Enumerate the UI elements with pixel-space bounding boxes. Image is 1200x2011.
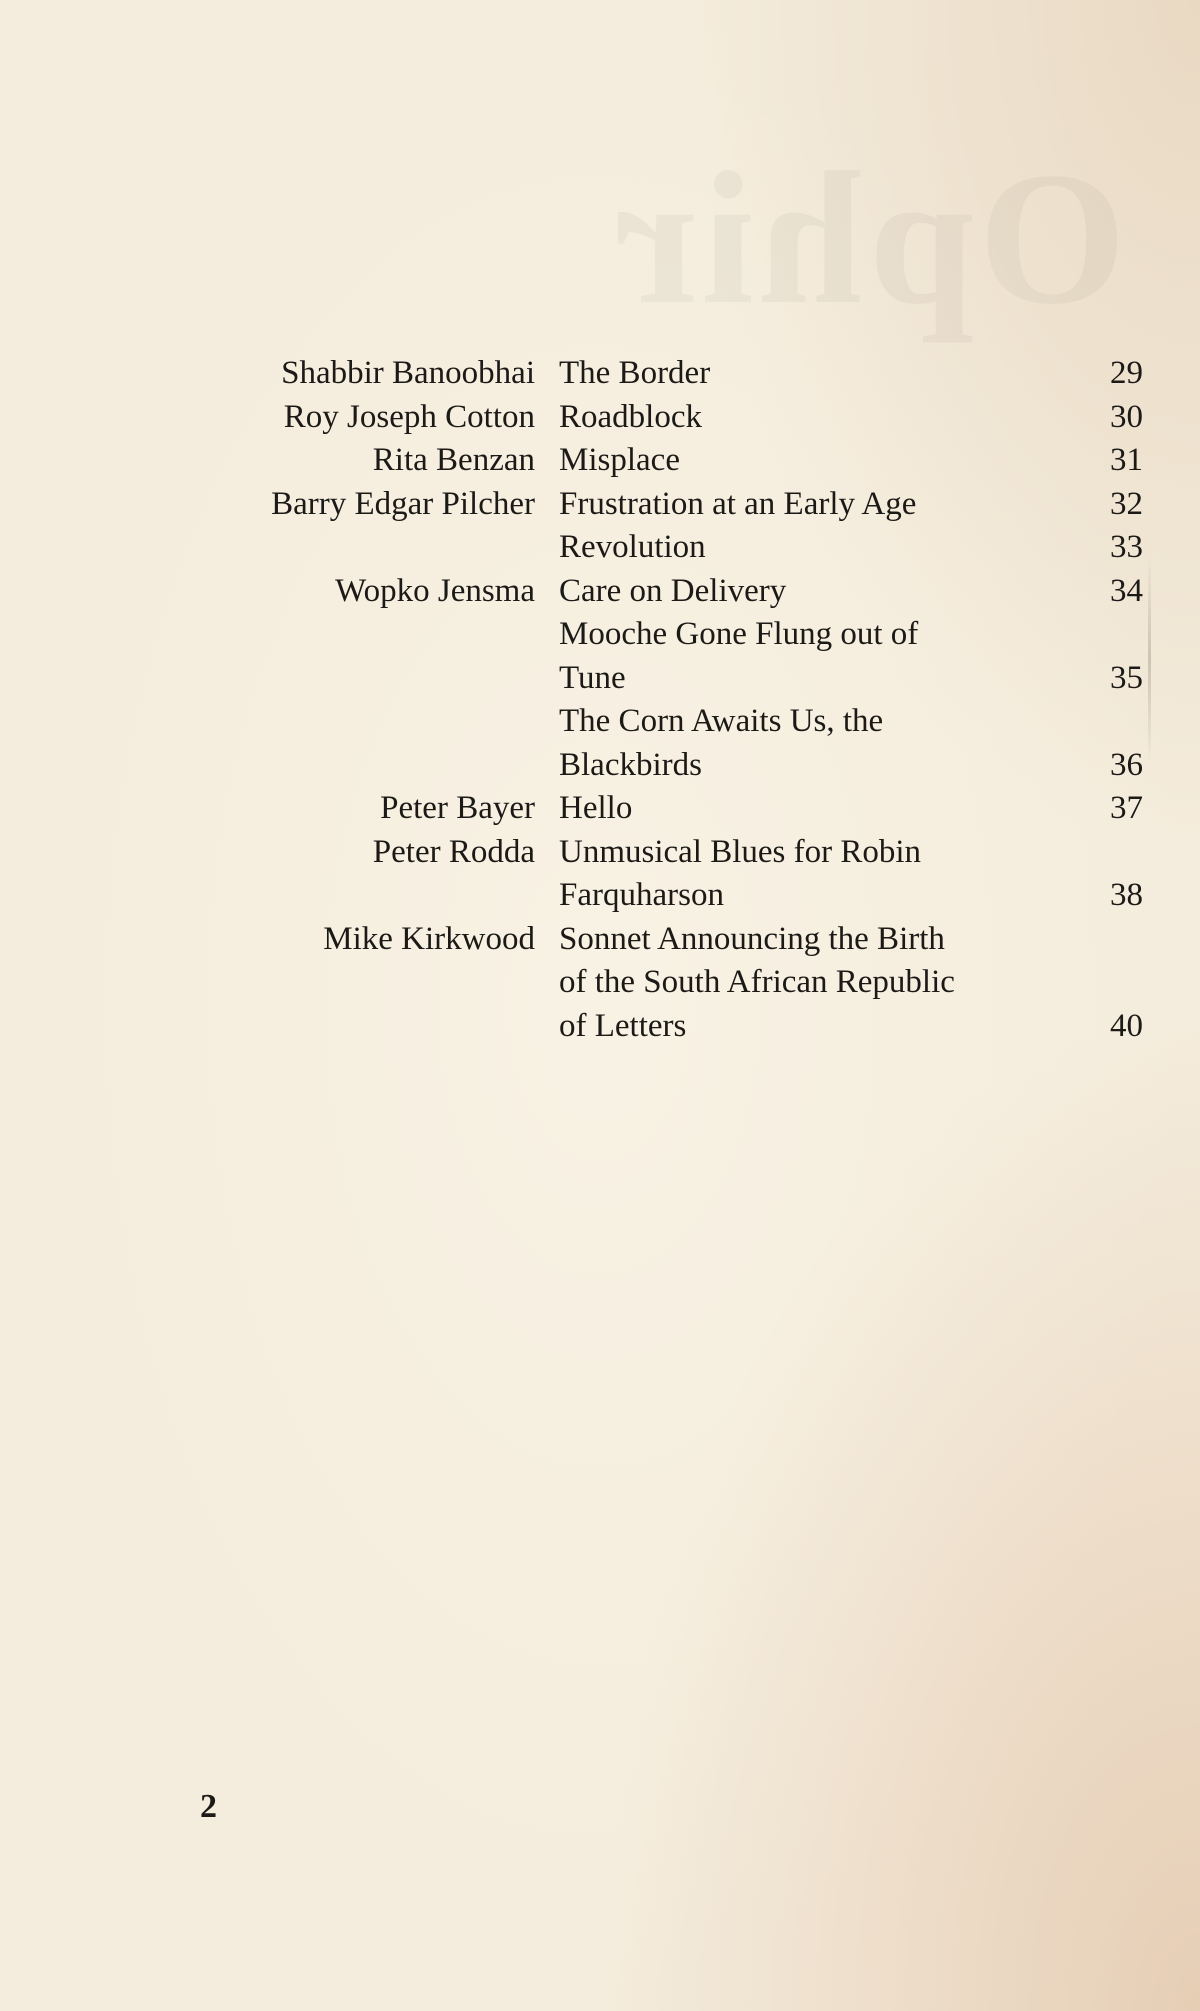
table-of-contents	[200, 352, 1143, 1048]
toc-title	[559, 700, 1049, 787]
toc-title-line: Farquharson	[559, 877, 724, 913]
toc-entry	[200, 918, 1143, 1049]
toc-title-line: of the South African Republic	[559, 964, 955, 1000]
toc-title	[559, 526, 1049, 570]
toc-page-value: 32	[1110, 485, 1143, 522]
toc-title-line: The Border	[559, 355, 711, 391]
toc-page-number	[1073, 787, 1143, 831]
toc-page-number	[1073, 352, 1143, 396]
toc-entry	[200, 570, 1143, 614]
toc-author: Wopko Jensma	[335, 572, 535, 609]
toc-page-value: 37	[1110, 790, 1143, 826]
toc-entry	[200, 439, 1143, 483]
toc-author: Peter Rodda	[372, 833, 535, 870]
toc-page-value: 38	[1110, 877, 1143, 913]
toc-page-number	[1073, 831, 1143, 918]
toc-title-line: Misplace	[559, 442, 680, 478]
toc-entry	[200, 352, 1143, 396]
toc-title-line: Blackbirds	[559, 746, 702, 783]
toc-page-number	[1073, 918, 1143, 1049]
toc-author	[200, 613, 535, 700]
page-crease	[1148, 555, 1151, 765]
toc-title	[559, 831, 1049, 918]
toc-page-value: 29	[1110, 355, 1143, 391]
toc-author	[200, 526, 535, 570]
toc-title	[559, 439, 1049, 483]
toc-title	[559, 918, 1049, 1049]
toc-author	[200, 700, 535, 787]
toc-author: Roy Joseph Cotton	[283, 398, 535, 435]
bleed-through-decoration: Ophir	[610, 134, 1127, 344]
toc-entry	[200, 700, 1143, 787]
page-number: 2	[200, 1788, 217, 1825]
toc-title-line: Roadblock	[559, 398, 702, 435]
toc-title	[559, 396, 1049, 440]
toc-title	[559, 787, 1049, 831]
toc-entry	[200, 831, 1143, 918]
toc-title	[559, 483, 1049, 527]
toc-title-line: Mooche Gone Flung out of	[559, 616, 919, 652]
toc-page-value: 40	[1110, 1007, 1143, 1044]
toc-title-line: Sonnet Announcing the Birth	[559, 920, 945, 957]
toc-page-value: 30	[1110, 398, 1143, 435]
toc-entry	[200, 483, 1143, 527]
toc-title-line: Frustration at an Early Age	[559, 485, 917, 522]
toc-page-value: 31	[1110, 442, 1143, 478]
toc-entry	[200, 613, 1143, 700]
toc-page-number	[1073, 396, 1143, 440]
toc-page-number	[1073, 483, 1143, 527]
toc-title	[559, 570, 1049, 614]
toc-title	[559, 613, 1049, 700]
toc-page-number	[1073, 613, 1143, 700]
toc-page-number	[1073, 439, 1143, 483]
toc-page-value: 35	[1110, 659, 1143, 696]
toc-author: Shabbir Banoobhai	[281, 355, 535, 391]
toc-title-line: Care on Delivery	[559, 572, 787, 609]
toc-author: Barry Edgar Pilcher	[271, 485, 535, 522]
toc-title-line: Tune	[559, 659, 626, 696]
toc-title-line: The Corn Awaits Us, the	[559, 703, 884, 739]
toc-author: Rita Benzan	[372, 442, 535, 478]
toc-title-line: Hello	[559, 790, 633, 826]
toc-page-value: 36	[1110, 746, 1143, 783]
toc-title	[559, 352, 1049, 396]
toc-entry	[200, 526, 1143, 570]
toc-title-line: Revolution	[559, 529, 706, 565]
toc-author: Peter Bayer	[380, 790, 535, 826]
toc-page-value: 33	[1110, 529, 1143, 565]
toc-page-value: 34	[1110, 572, 1143, 609]
toc-page-number	[1073, 570, 1143, 614]
toc-title-line: of Letters	[559, 1007, 687, 1044]
toc-entry	[200, 396, 1143, 440]
toc-page-number	[1073, 700, 1143, 787]
toc-author: Mike Kirkwood	[323, 920, 535, 957]
toc-entry	[200, 787, 1143, 831]
toc-title-line: Unmusical Blues for Robin	[559, 833, 922, 870]
toc-page-number	[1073, 526, 1143, 570]
